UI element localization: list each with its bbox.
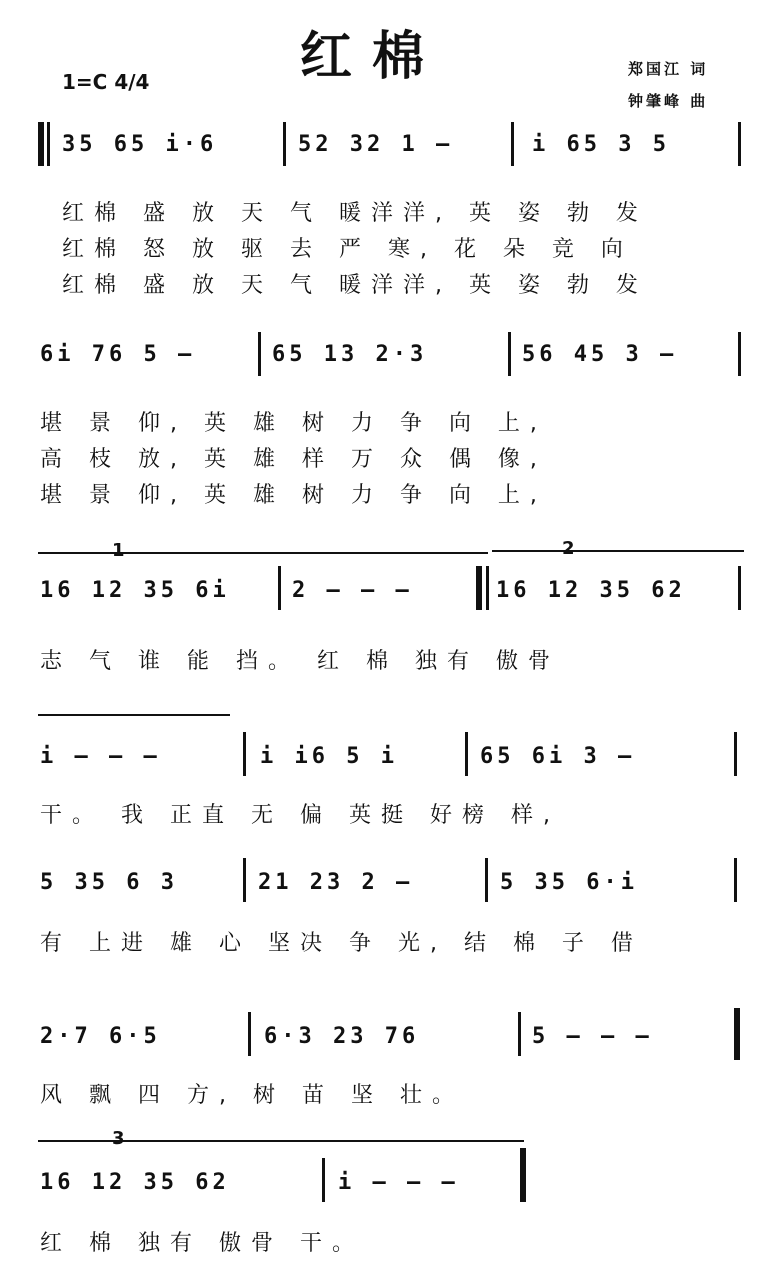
volta-bracket-2 [492,550,744,552]
repeat-start-thin-bar [47,122,50,166]
volta-bracket-1 [38,552,488,554]
barline [486,566,489,610]
repeat-start-bar [38,122,44,166]
barline [258,332,261,376]
score-measure: i — — — [338,1170,459,1195]
score-measure: 65 6i 3 — [480,744,636,769]
score-measure: 52 32 1 — [298,132,454,157]
lyric-line: 干。 我 正直 无 偏 英挺 好榜 样, [40,803,560,828]
score-measure: 2·7 6·5 [40,1024,161,1049]
barline [248,1012,251,1056]
barline [243,858,246,902]
segno-end-bar [734,1008,740,1060]
barline [508,332,511,376]
barline [738,122,741,166]
volta-number-3: 3 [112,1128,125,1149]
lyric-line: 风 飘 四 方, 树 苗 坚 壮。 [40,1083,464,1108]
barline [734,858,737,902]
volta-bracket-continuation [38,714,230,716]
song-title: 红棉 [300,27,445,87]
lyric-verse-1: 红棉 盛 放 天 气 暖洋洋, 英 姿 勃 发 [62,201,648,226]
barline [518,1012,521,1056]
barline [278,566,281,610]
score-measure: 5 35 6·i [500,870,638,895]
score-measure: 5 35 6 3 [40,870,178,895]
score-measure: 65 13 2·3 [272,342,428,367]
volta-number-1: 1 [112,540,125,561]
score-measure: i — — — [40,744,161,769]
lyric-verse-2: 红棉 怒 放 驱 去 严 寒, 花 朵 竞 向 [62,237,633,262]
barline [738,332,741,376]
repeat-end-bar [476,566,482,610]
barline [734,732,737,776]
score-measure: 16 12 35 62 [496,578,686,603]
lyric-line: 志 气 谁 能 挡。 红 棉 独有 傲骨 [40,649,560,674]
lyric-verse-3: 红棉 盛 放 天 气 暖洋洋, 英 姿 勃 发 [62,273,648,298]
lyric-verse-2: 高 枝 放, 英 雄 样 万 众 偶 像, [40,447,547,472]
lyric-line: 有 上进 雄 心 坚决 争 光, 结 棉 子 借 [40,931,643,956]
volta-number-2: 2 [562,538,575,559]
lyricist-credit: 郑国江 词 [628,60,709,78]
final-bar [520,1148,526,1202]
score-measure: 5 — — — [532,1024,653,1049]
score-measure: 6i 76 5 — [40,342,196,367]
barline [322,1158,325,1202]
composer-credit: 钟肇峰 曲 [628,92,709,110]
score-measure: 2 — — — [292,578,413,603]
volta-bracket-3 [38,1140,524,1142]
barline [465,732,468,776]
score-measure: 6·3 23 76 [264,1024,420,1049]
score-measure: 16 12 35 62 [40,1170,230,1195]
score-measure: 56 45 3 — [522,342,678,367]
score-measure: 35 65 i·6 [62,132,218,157]
lyric-line: 红 棉 独有 傲骨 干。 [40,1231,364,1256]
key-signature: 1=C 4/4 [62,70,150,94]
barline [283,122,286,166]
barline [738,566,741,610]
score-measure: i 65 3 5 [532,132,670,157]
score-measure: 16 12 35 6i [40,578,230,603]
barline [485,858,488,902]
lyric-verse-3: 堪 景 仰, 英 雄 树 力 争 向 上, [40,483,547,508]
lyric-verse-1: 堪 景 仰, 英 雄 树 力 争 向 上, [40,411,547,436]
barline [511,122,514,166]
barline [243,732,246,776]
score-measure: i i6 5 i [260,744,398,769]
score-measure: 21 23 2 — [258,870,414,895]
